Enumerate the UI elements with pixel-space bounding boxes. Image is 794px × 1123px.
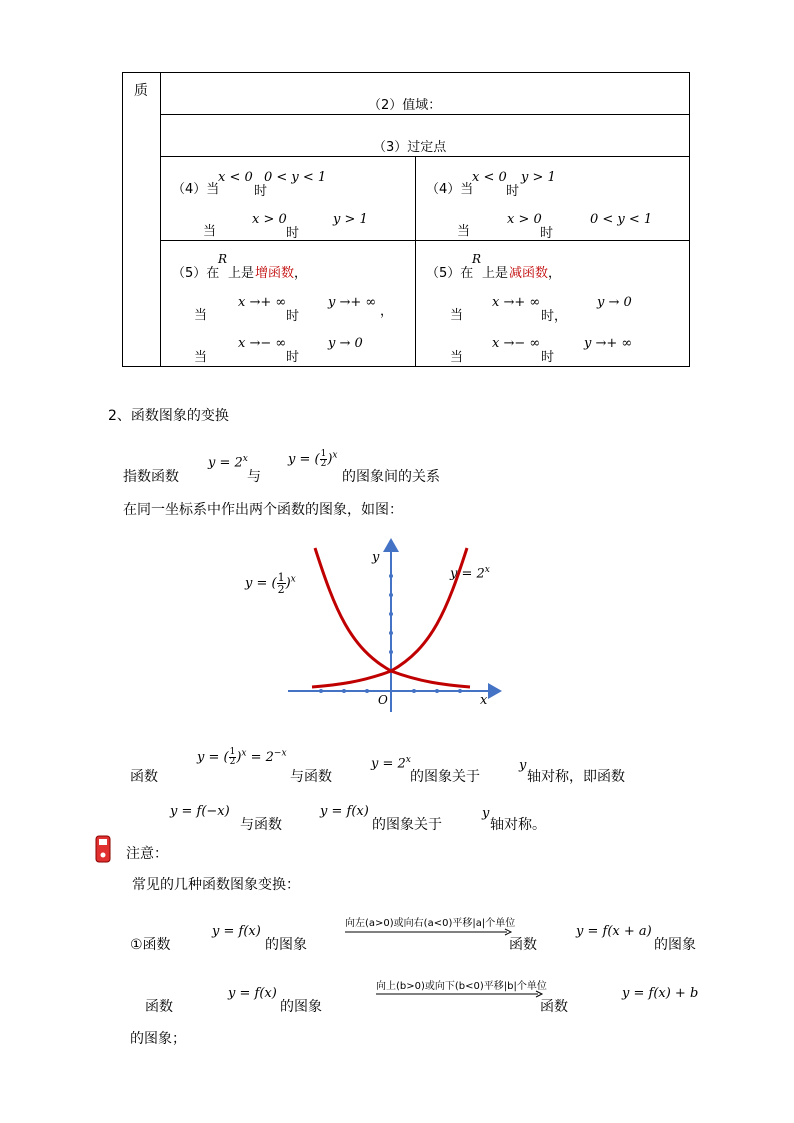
right5-shi2: 时 bbox=[541, 350, 555, 365]
left5-shi2: 时 bbox=[286, 350, 300, 365]
t2-arrow-label: 向上(b>0)或向下(b<0)平移|b|个单位 bbox=[376, 981, 547, 992]
p1-formula-half-x: y = ( $\frac{1}{2}$ )$^x$ bbox=[288, 449, 338, 469]
t1-arrow bbox=[345, 928, 513, 936]
graph-y-label: y bbox=[372, 550, 380, 565]
left5-c2: x →− ∞ bbox=[238, 336, 287, 351]
sym-text-e: 与函数 bbox=[240, 817, 282, 833]
sym-formula: y = ( $\frac{1}{2}$ )$^x = 2^{-x}$ bbox=[197, 747, 287, 767]
left5-r1: y →+ ∞ bbox=[328, 295, 377, 310]
section-heading: 2、函数图象的变换 bbox=[108, 408, 229, 424]
t2-formula-f-x: y = f(x) bbox=[228, 986, 277, 1001]
t1-text-a: ①函数 bbox=[130, 937, 171, 953]
right4-res1: y > 1 bbox=[521, 170, 556, 185]
t2-formula-f-x-plus-b: y = f(x) + b bbox=[622, 986, 699, 1001]
sym-text-b: 与函数 bbox=[290, 769, 332, 785]
right5-shi1: 时， bbox=[541, 309, 568, 324]
left5-shi1: 时 bbox=[286, 309, 300, 324]
right5-dang2: 当 bbox=[450, 350, 464, 365]
left5-c1: x →+ ∞ bbox=[238, 295, 287, 310]
right5-mid: 上是 bbox=[482, 266, 509, 281]
t2-end: 的图象； bbox=[130, 1031, 186, 1047]
note-common: 常见的几种函数图象变换： bbox=[132, 877, 300, 893]
left4-shi2: 时 bbox=[286, 226, 300, 241]
curve-half-x bbox=[315, 548, 470, 687]
right5-pre: （5）在 bbox=[426, 266, 474, 281]
sym-y-axis-2: y bbox=[482, 806, 490, 821]
sym-formula-f-x: y = f(x) bbox=[320, 804, 369, 819]
left4-res2: y > 1 bbox=[333, 212, 368, 227]
sym-text-f: 的图象关于 bbox=[372, 817, 442, 833]
note-label: 注意： bbox=[126, 846, 168, 862]
t2-text-a: 函数 bbox=[145, 999, 173, 1015]
left4-label: （4）当 bbox=[172, 182, 220, 197]
right5-r2: y →+ ∞ bbox=[584, 336, 633, 351]
t1-text-d: 的图象 bbox=[654, 937, 696, 953]
curve-2x bbox=[312, 548, 467, 687]
p1-formula-2x: $y = 2^x$ bbox=[208, 454, 248, 471]
left5-end: ， bbox=[294, 266, 308, 281]
t2-text-c: 函数 bbox=[540, 999, 568, 1015]
t2-arrow bbox=[376, 990, 544, 998]
sym-text-c: 的图象关于 bbox=[410, 769, 480, 785]
t1-arrow-label: 向左(a>0)或向右(a<0)平移|a|个单位 bbox=[345, 918, 516, 929]
sym-formula-f-neg-x: y = f(−x) bbox=[170, 804, 230, 819]
left5-dang2: 当 bbox=[194, 350, 208, 365]
t2-text-b: 的图象 bbox=[280, 999, 322, 1015]
sym-text-a: 函数 bbox=[130, 769, 158, 785]
right5-dang1: 当 bbox=[450, 308, 464, 323]
row-fixed-point: （3）过定点 bbox=[373, 140, 447, 155]
p1-text-a: 指数函数 bbox=[123, 469, 179, 485]
p2-text: 在同一坐标系中作出两个函数的图象，如图： bbox=[123, 502, 403, 518]
graph-x-label: x bbox=[480, 693, 488, 708]
side-label: 质 bbox=[134, 83, 148, 99]
note-icon bbox=[92, 835, 114, 865]
left4-dang: 当 bbox=[203, 224, 217, 239]
right4-label: （4）当 bbox=[426, 182, 474, 197]
right4-dang: 当 bbox=[457, 224, 471, 239]
graph-label-half-x: y = ( $\frac{1}{2}$ )$^x$ bbox=[245, 571, 296, 596]
left4-cond2: x > 0 bbox=[252, 212, 287, 227]
left5-dang1: 当 bbox=[194, 308, 208, 323]
sym-text-d: 轴对称，即函数 bbox=[527, 769, 625, 785]
right5-R: R bbox=[472, 252, 482, 266]
right4-shi2: 时 bbox=[540, 226, 554, 241]
sym-y-axis: y bbox=[519, 758, 527, 773]
t1-text-b: 的图象 bbox=[265, 937, 307, 953]
left5-R: R bbox=[218, 252, 228, 266]
right5-end: ， bbox=[548, 266, 562, 281]
exponential-graph bbox=[230, 530, 530, 720]
left5-pre: （5）在 bbox=[172, 266, 220, 281]
right4-cond1: x < 0 bbox=[472, 170, 507, 185]
graph-label-2x: $y = 2^x$ bbox=[450, 565, 490, 582]
t1-formula-f-x-plus-a: y = f(x + a) bbox=[576, 924, 652, 939]
right5-c1: x →+ ∞ bbox=[492, 295, 541, 310]
graph-origin-label: O bbox=[378, 693, 388, 707]
t1-text-c: 函数 bbox=[509, 937, 537, 953]
left4-res1: 0 < y < 1 bbox=[264, 170, 327, 185]
p1-text-c: 的图象间的关系 bbox=[342, 469, 440, 485]
t1-formula-f-x: y = f(x) bbox=[212, 924, 261, 939]
right5-c2: x →− ∞ bbox=[492, 336, 541, 351]
right5-decreasing: 减函数 bbox=[509, 266, 549, 281]
left5-mid: 上是 bbox=[228, 266, 255, 281]
left5-r2: y → 0 bbox=[328, 336, 363, 351]
left4-cond1: x < 0 bbox=[218, 170, 253, 185]
p1-text-b: 与 bbox=[247, 469, 261, 485]
right4-cond2: x > 0 bbox=[507, 212, 542, 227]
right4-res2: 0 < y < 1 bbox=[590, 212, 653, 227]
right5-r1: y → 0 bbox=[597, 295, 632, 310]
left5-comma: ， bbox=[380, 304, 394, 319]
sym-formula-2x: $y = 2^x$ bbox=[371, 755, 411, 772]
left4-shi1: 时 bbox=[254, 184, 268, 199]
right4-shi1: 时 bbox=[506, 184, 520, 199]
row-range: （2）值域： bbox=[368, 98, 442, 113]
left5-increasing: 增函数 bbox=[255, 266, 295, 281]
sym-text-g: 轴对称。 bbox=[490, 817, 546, 833]
